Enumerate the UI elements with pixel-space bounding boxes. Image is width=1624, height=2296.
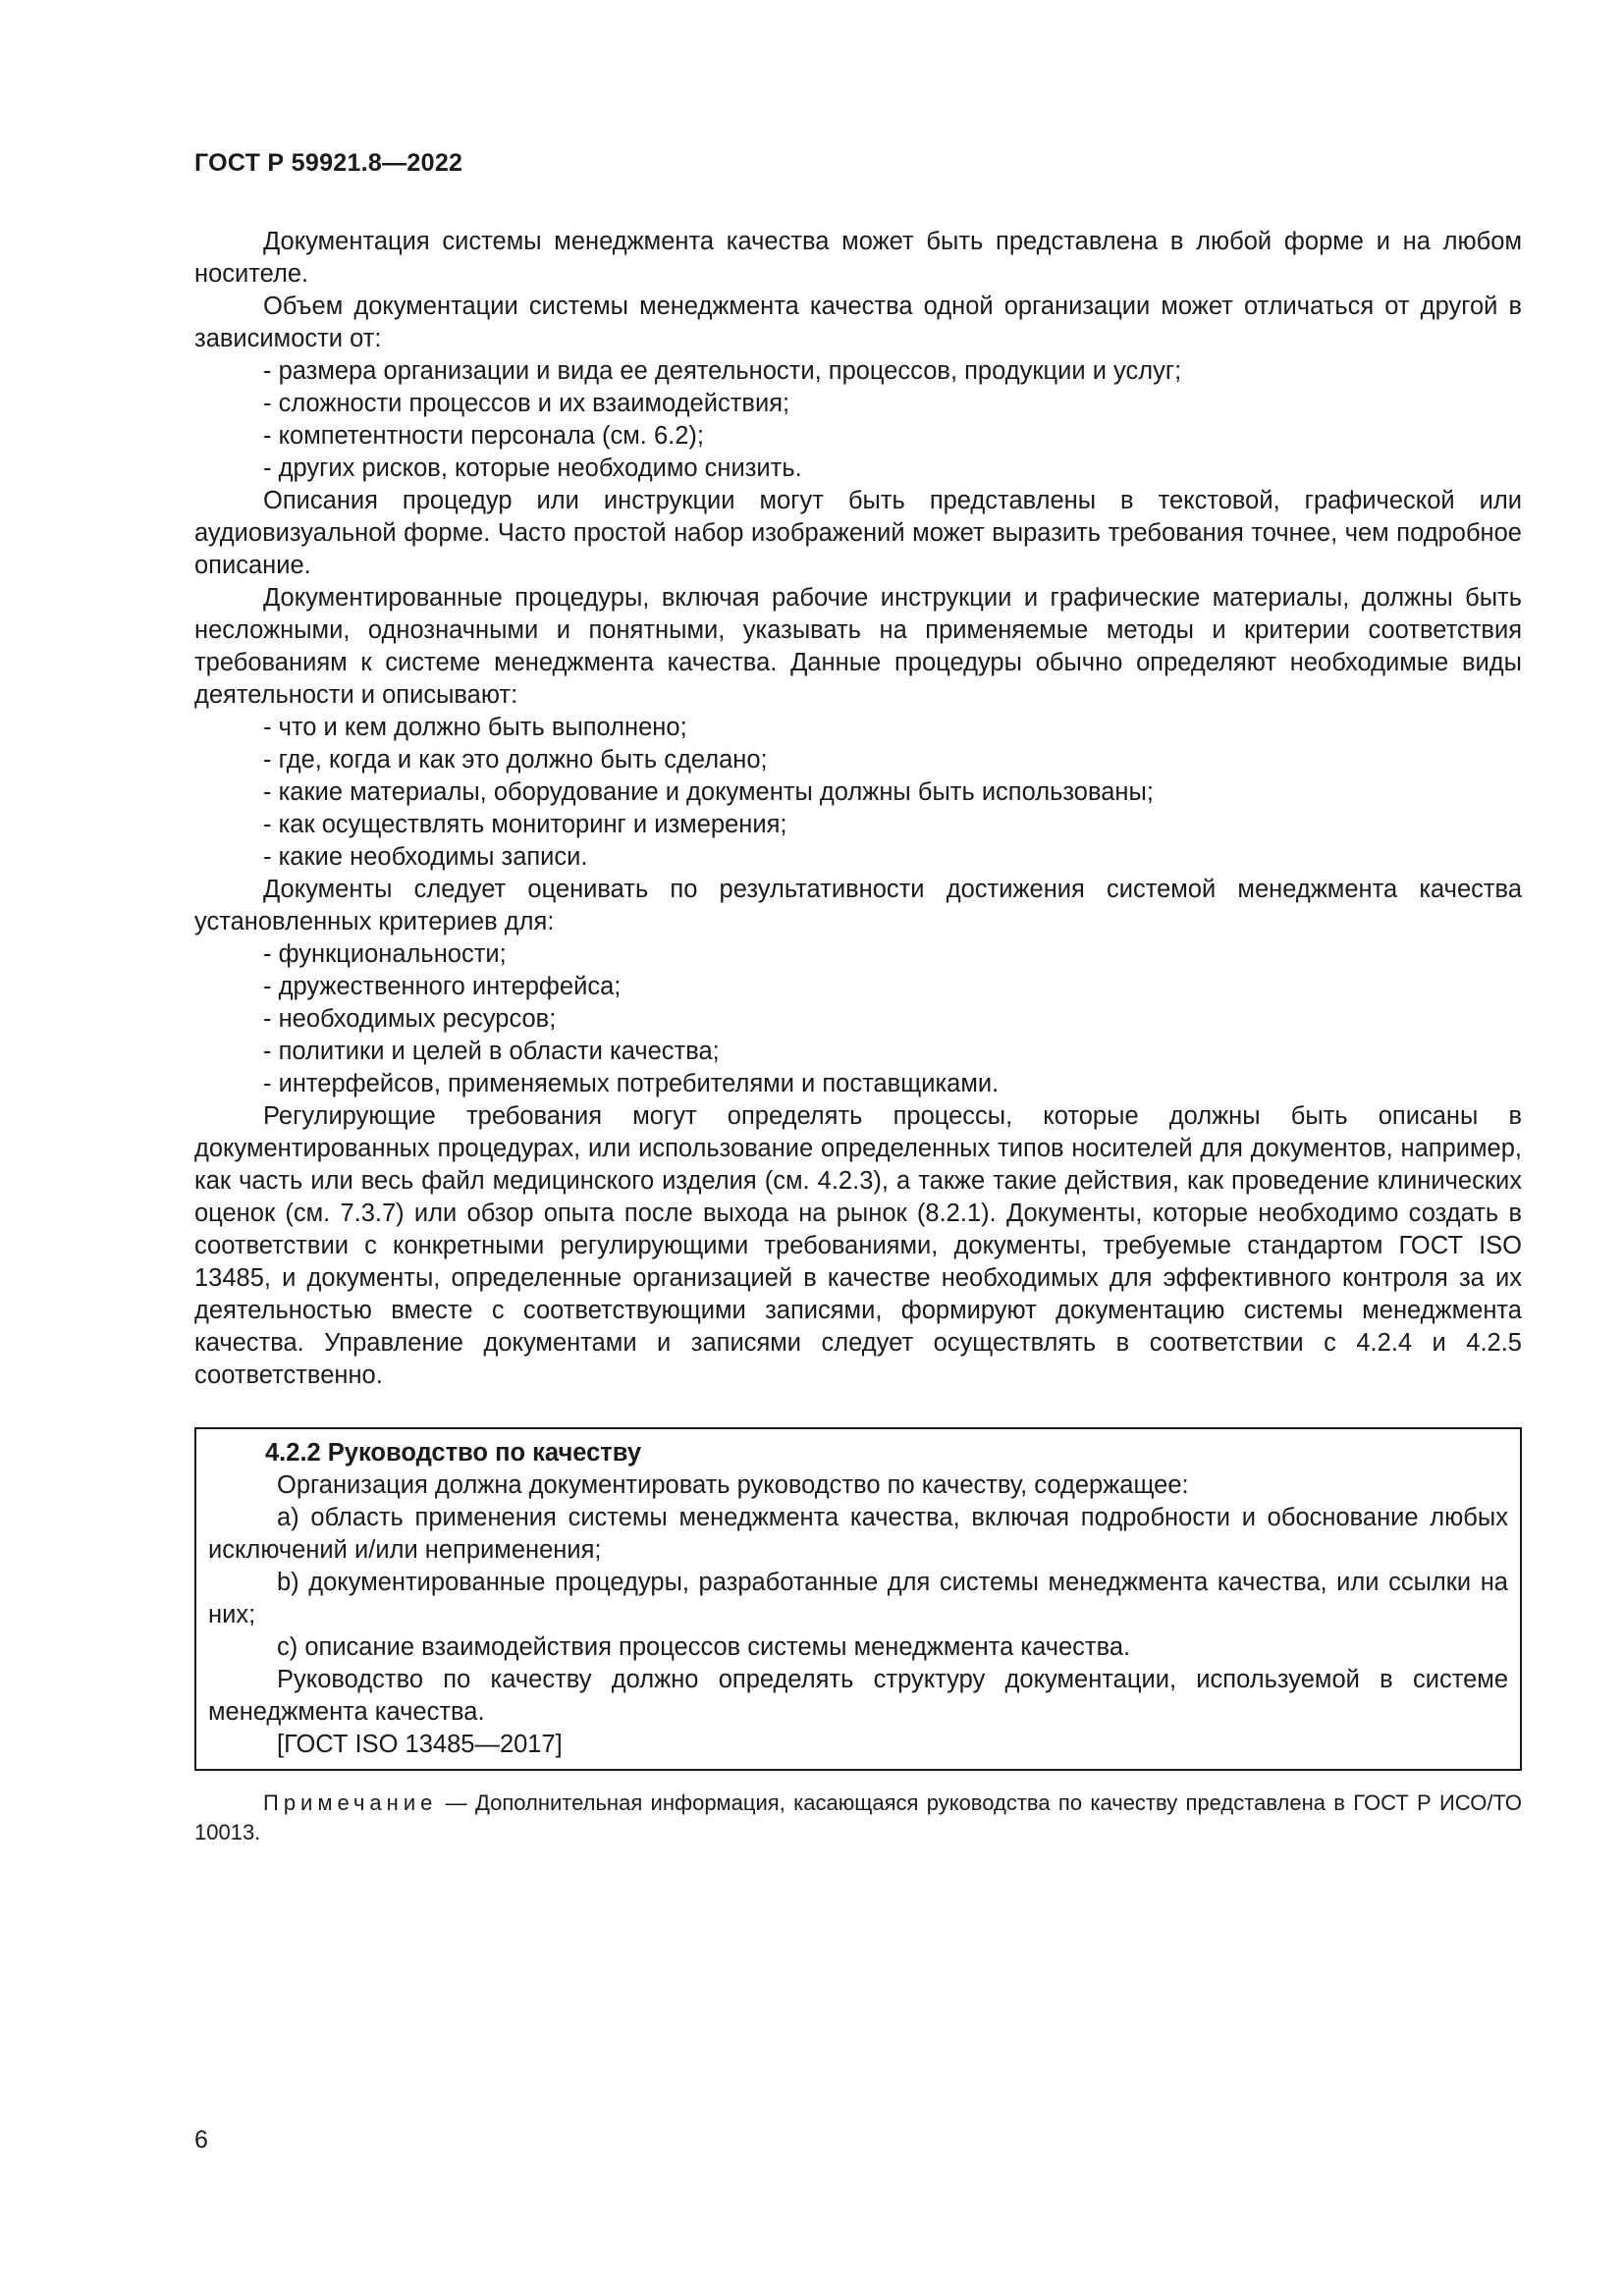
paragraph: Документированные процедуры, включая рабочие инструкции и графические материалы, должны быть несложными, однозначными и понятными, указывать на применяемые методы и критерии соответствия требованиям к системе менеджмента качества. Данные процедуры обычно определяют необходимые виды деятельности и описывают: bbox=[194, 584, 1522, 709]
section-heading: 4.2.2 Руководство по качеству bbox=[265, 1439, 642, 1467]
list-item: - размера организации и вида ее деятельности, процессов, продукции и услуг; bbox=[263, 357, 1182, 385]
list-item: - какие необходимы записи. bbox=[263, 843, 588, 871]
paragraph: Описания процедур или инструкции могут быть представлены в текстовой, графической или аудиовизуальной форме. Часто простой набор изображений может выразить требования точнее, чем подробное описание. bbox=[194, 487, 1522, 579]
paragraph: Регулирующие требования могут определять процессы, которые должны быть описаны в документированных процедурах, или использование определенных типов носителей для документов, например, как часть или весь файл медицинского изделия (см. 4.2.3), а также такие действия, как проведение клинических оценок (см. 7.3.7) или обзор опыта после выхода на рынок (8.2.1). Документы, которые необходимо создать в соответствии с конкретными регулирующими требованиями, документы, требуемые стандартом ГОСТ ISO 13485, и документы, определенные организацией в качестве необходимых для эффективного контроля за их деятельностью вместе с соответствующими записями, формируют документацию системы менеджмента качества. Управление документами и записями следует осуществлять в соответствии с 4.2.4 и 4.2.5 соответственно. bbox=[194, 1102, 1522, 1389]
list-item: - сложности процессов и их взаимодействия; bbox=[263, 390, 790, 417]
standard-designation: ГОСТ Р 59921.8—2022 bbox=[194, 149, 463, 177]
list-item: - какие материалы, оборудование и документы должны быть использованы; bbox=[263, 778, 1154, 806]
page-number: 6 bbox=[194, 2126, 208, 2154]
list-item: - где, когда и как это должно быть сделано; bbox=[263, 746, 768, 774]
list-item: - что и кем должно быть выполнено; bbox=[263, 714, 687, 741]
quoted-requirement-box bbox=[194, 1427, 1522, 1771]
list-item: - политики и целей в области качества; bbox=[263, 1038, 720, 1065]
paragraph: Документация системы менеджмента качества может быть представлена в любой форме и на любом носителе. bbox=[194, 228, 1522, 288]
paragraph: Организация должна документировать руководство по качеству, содержащее: bbox=[277, 1471, 1189, 1499]
list-item: - интерфейсов, применяемых потребителями и поставщиками. bbox=[263, 1070, 1000, 1097]
list-item: - функциональности; bbox=[263, 940, 507, 968]
paragraph: Руководство по качеству должно определять структуру документации, используемой в системе менеджмента качества. bbox=[208, 1666, 1508, 1726]
list-item: - компетентности персонала (см. 6.2); bbox=[263, 422, 705, 450]
list-item: a) область применения системы менеджмента качества, включая подробности и обоснование любых исключений и/или неприменения; bbox=[208, 1504, 1508, 1564]
note-label: Примечание bbox=[263, 1790, 438, 1815]
paragraph: Объем документации системы менеджмента качества одной организации может отличаться от другой в зависимости от: bbox=[194, 293, 1522, 352]
list-item: - дружественного интерфейса; bbox=[263, 973, 622, 1000]
list-item: - других рисков, которые необходимо снизить. bbox=[263, 454, 802, 482]
document-body bbox=[194, 226, 1522, 1869]
paragraph: Документы следует оценивать по результативности достижения системой менеджмента качества установленных критериев для: bbox=[194, 876, 1522, 935]
citation-reference: [ГОСТ ISO 13485—2017] bbox=[277, 1731, 563, 1758]
list-item: c) описание взаимодействия процессов системы менеджмента качества. bbox=[277, 1633, 1131, 1661]
list-item: b) документированные процедуры, разработанные для системы менеджмента качества, или ссылки на них; bbox=[208, 1569, 1508, 1629]
list-item: - как осуществлять мониторинг и измерения; bbox=[263, 811, 787, 838]
note-text: — Дополнительная информация, касающаяся руководства по качеству представлена в ГОСТ Р ИСО/ТО 10013. bbox=[194, 1790, 1522, 1844]
list-item: - необходимых ресурсов; bbox=[263, 1005, 557, 1033]
note bbox=[194, 1789, 1522, 1847]
